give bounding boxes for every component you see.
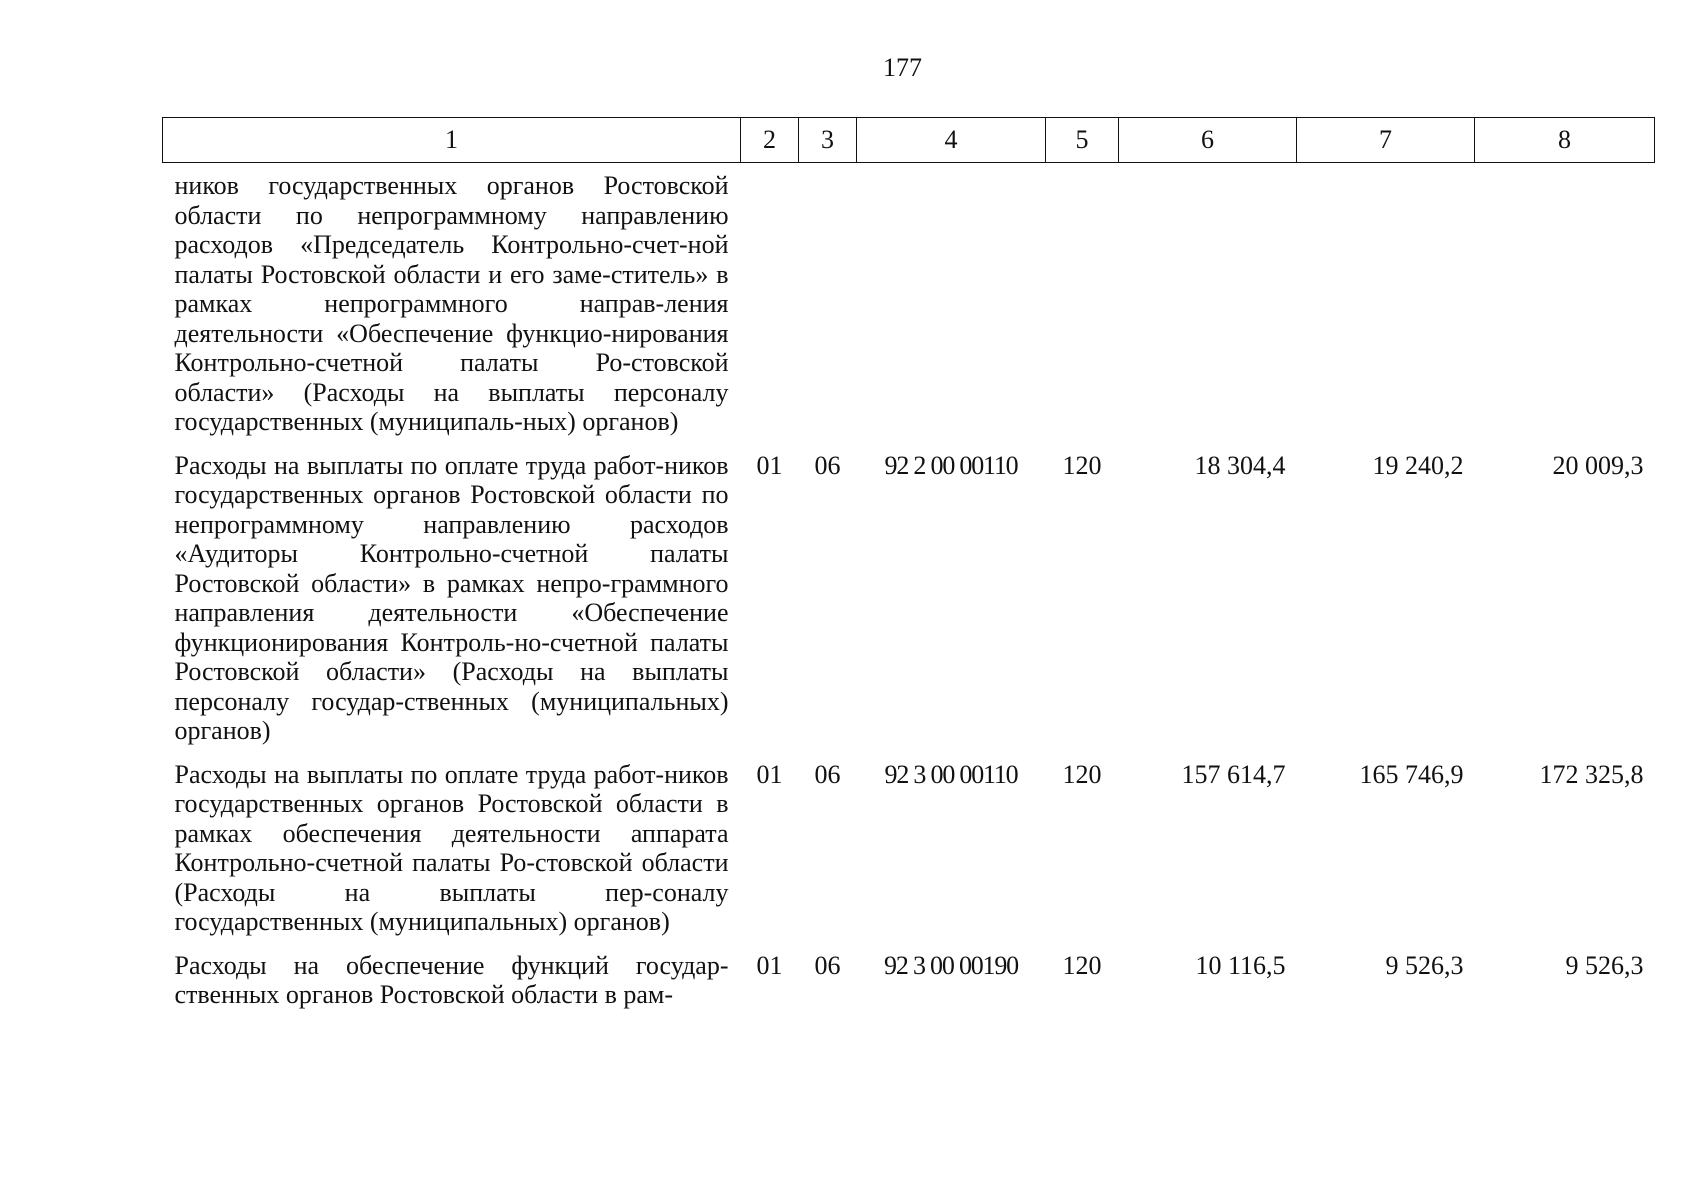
- row-amount-col8: [1475, 163, 1655, 437]
- header-cell-7: 7: [1297, 118, 1475, 163]
- row-rz: 01: [756, 759, 783, 789]
- row-pr: 06: [814, 759, 841, 789]
- header-cell-1: 1: [163, 118, 741, 163]
- header-cell-4: 4: [857, 118, 1046, 163]
- row-amount-col8: 20 009,3: [1552, 450, 1644, 480]
- row-rz: 01: [756, 450, 783, 480]
- row-description: ников государственных органов Ростовской области по непрограммному направлению расходов «Председатель Контрольно-счет-ной палаты Ростовской области и его заме-ститель» в рамках непрограммного направ-ления деятельности «Обеспечение функцио-нирования Контрольно-счетной палаты Ро-стовской области» (Расходы на выплаты персоналу государственных (муниципаль-ных) органов): [174, 171, 729, 436]
- header-cell-8: 8: [1475, 118, 1655, 163]
- row-pr: 06: [814, 950, 841, 980]
- row-pr: [799, 163, 857, 437]
- row-amount-col6: 18 304,4: [1194, 450, 1286, 480]
- row-description: Расходы на выплаты по оплате труда работ-ников государственных органов Ростовской области в рамках обеспечения деятельности аппарата Контрольно-счетной палаты Ро-стовской области (Расходы на выплаты пер-соналу государственных (муниципальных) органов): [174, 759, 729, 936]
- row-pr: 06: [814, 450, 841, 480]
- row-amount-col6: 10 116,5: [1195, 950, 1286, 980]
- row-vr: 120: [1062, 759, 1102, 789]
- header-cell-3: 3: [799, 118, 857, 163]
- row-amount-col6: 157 614,7: [1181, 759, 1286, 789]
- row-vr: 120: [1062, 950, 1102, 980]
- row-amount-col8: 172 325,8: [1539, 759, 1644, 789]
- row-csr: 92 3 00 00110: [884, 759, 1018, 789]
- row-amount-col7: 9 526,3: [1385, 950, 1464, 980]
- row-description: Расходы на выплаты по оплате труда работ-ников государственных органов Ростовской области по непрограммному направлению расходов «Аудиторы Контрольно-счетной палаты Ростовской области» в рамках непро-граммного направления деятельности «Обеспечение функционирования Контроль-но-счетной палаты Ростовской области» (Расходы на выплаты персоналу государ-ственных (муниципальных) органов): [174, 450, 729, 745]
- row-description: Расходы на обеспечение функций государ-ственных органов Ростовской области в рам-: [174, 950, 729, 1009]
- row-vr: 120: [1062, 450, 1102, 480]
- row-rz: 01: [756, 950, 783, 980]
- table-row: [163, 937, 1655, 1010]
- row-amount-col7: 165 746,9: [1359, 759, 1464, 789]
- page-number: 177: [883, 53, 922, 82]
- table-row: [163, 746, 1655, 937]
- row-csr: 92 3 00 00190: [884, 950, 1018, 980]
- table-header: [163, 118, 1655, 163]
- table-body: [163, 163, 1655, 1010]
- header-cell-6: 6: [1119, 118, 1297, 163]
- row-amount-col7: [1297, 163, 1475, 437]
- row-amount-col8: 9 526,3: [1565, 950, 1644, 980]
- row-amount-col7: 19 240,2: [1372, 450, 1464, 480]
- row-amount-col6: [1119, 163, 1297, 437]
- row-csr: [857, 163, 1046, 437]
- row-csr: 92 2 00 00110: [884, 450, 1018, 480]
- header-cell-2: 2: [741, 118, 799, 163]
- header-row: [163, 118, 1655, 163]
- table-row: [163, 163, 1655, 437]
- row-vr: [1046, 163, 1119, 437]
- table-row: [163, 437, 1655, 746]
- row-rz: [741, 163, 799, 437]
- budget-table: [162, 117, 1655, 1010]
- header-cell-5: 5: [1046, 118, 1119, 163]
